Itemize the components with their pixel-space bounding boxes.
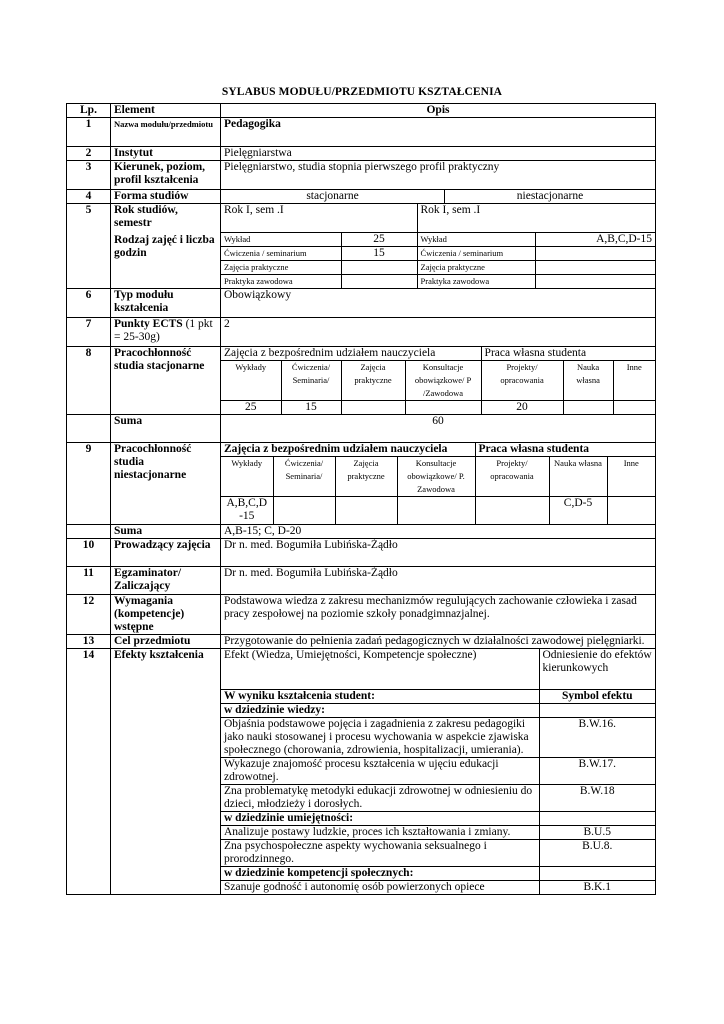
- class-name: Praktyka zawodowa: [221, 274, 341, 288]
- workload-value: 15: [281, 400, 341, 414]
- sum-label: Suma: [111, 414, 221, 442]
- row-number: 1: [67, 118, 111, 147]
- workload-col: Nauka własna: [549, 456, 607, 496]
- row-number: 13: [67, 635, 111, 649]
- row-number: 6: [67, 288, 111, 317]
- self-study-header: Praca własna studenta: [475, 443, 655, 457]
- class-name: Praktyka zawodowa: [417, 274, 535, 288]
- direct-hours-header: Zajęcia z bezpośrednim udziałem nauczyciela: [221, 443, 475, 457]
- row-5: [67, 204, 656, 289]
- row-6: [67, 288, 656, 317]
- row-label: Nazwa modułu/przedmiotu: [111, 118, 221, 147]
- row-number: 10: [67, 539, 111, 567]
- classes-block: [221, 204, 656, 289]
- section-competences: w dziedzinie kompetencji społecznych:: [221, 867, 539, 881]
- workload-col: Projekty/ opracowania: [481, 360, 563, 400]
- subject-name: Pedagogika: [221, 118, 656, 147]
- row-label: Prowadzący zajęcia: [111, 539, 221, 567]
- empty-cell: [67, 525, 111, 539]
- class-hours: 15: [341, 246, 417, 260]
- outcome-text: Wykazuje znajomość procesu kształcenia w ujęciu edukacji zdrowotnej.: [221, 758, 539, 785]
- sum-label: Suma: [111, 525, 221, 539]
- workload-value: [563, 400, 613, 414]
- year-full-time: Rok I, sem .I: [221, 204, 417, 232]
- row-label: Efekty kształcenia: [111, 649, 221, 895]
- workload-col: Inne: [607, 456, 655, 496]
- class-name: Ćwiczenia / seminarium: [221, 246, 341, 260]
- row-label: Forma studiów: [111, 190, 221, 204]
- workload-value: [607, 496, 655, 524]
- form-full-time: stacjonarne: [221, 190, 445, 203]
- workload-value: [397, 496, 475, 524]
- row-number: 7: [67, 317, 111, 346]
- workload-value: C,D-5: [549, 496, 607, 524]
- row-14: [67, 649, 656, 895]
- requirements-value: Podstawowa wiedza z zakresu mechanizmów regulujących zachowanie człowieka i zasad pracy zespołowej na poziomie szkoły ponadgimnazjalnej.: [221, 595, 656, 635]
- workload-part-time: [221, 442, 656, 525]
- field-value: Pielęgniarstwo, studia stopnia pierwszego profil praktyczny: [221, 161, 656, 190]
- sum-value: A,B-15; C, D-20: [221, 525, 656, 539]
- workload-col: Ćwiczenia/ Seminaria/: [273, 456, 335, 496]
- workload-value: [273, 496, 335, 524]
- workload-col: Projekty/ opracowania: [475, 456, 549, 496]
- document-title: SYLABUS MODUŁU/PRZEDMIOTU KSZTAŁCENIA: [221, 86, 503, 98]
- examiner-value: Dr n. med. Bogumiła Lubińska-Żądło: [221, 567, 656, 595]
- class-hours: [341, 274, 417, 288]
- row-label: Pracochłonność studia stacjonarne: [111, 346, 221, 414]
- row-number: 12: [67, 595, 111, 635]
- row-number: 9: [67, 442, 111, 525]
- workload-full-time: [221, 346, 656, 414]
- workload-value: [475, 496, 549, 524]
- row-10: [67, 539, 656, 567]
- workload-value: A,B,C,D -15: [221, 496, 273, 524]
- outcome-symbol: B.U.8.: [539, 840, 655, 867]
- outcome-text: Szanuje godność i autonomię osób powierzonych opiece: [221, 881, 539, 895]
- empty-cell: [67, 414, 111, 442]
- row-7: [67, 317, 656, 346]
- outcome-text: Zna problematykę metodyki edukacji zdrowotnej w odniesieniu do dzieci, młodzieży i dorosłych.: [221, 785, 539, 812]
- row-label: Cel przedmiotu: [111, 635, 221, 649]
- row-8: [67, 346, 656, 414]
- workload-value: [405, 400, 481, 414]
- workload-col: Nauka własna: [563, 360, 613, 400]
- row-label: Typ modułu kształcenia: [111, 288, 221, 317]
- institute-value: Pielęgniarstwa: [221, 147, 656, 161]
- row-9-sum: [67, 525, 656, 539]
- workload-value: [613, 400, 655, 414]
- header-opis: Opis: [221, 104, 656, 118]
- row-label: Instytut: [111, 147, 221, 161]
- workload-col: Wykłady: [221, 456, 273, 496]
- goal-value: Przygotowanie do pełnienia zadań pedagogicznych w działalności zawodowej pielęgniarki.: [221, 635, 656, 649]
- row-label-classes: Rodzaj zajęć i liczba godzin: [114, 234, 215, 259]
- empty-cell: [539, 812, 655, 826]
- class-name: Wykład: [221, 232, 341, 246]
- section-skills: w dziedzinie umiejętności:: [221, 812, 539, 826]
- learning-outcomes: [221, 649, 656, 895]
- row-9: [67, 442, 656, 525]
- header-element: Element: [111, 104, 221, 118]
- class-name: Ćwiczenia / seminarium: [417, 246, 535, 260]
- row-label-5: [111, 204, 221, 289]
- row-1: [67, 118, 656, 147]
- empty-cell: [539, 704, 655, 718]
- ects-value: 2: [221, 317, 656, 346]
- row-label: Egzaminator/ Zaliczający: [111, 567, 221, 595]
- class-hours: [535, 246, 655, 260]
- workload-value: [335, 496, 397, 524]
- class-name: Wykład: [417, 232, 535, 246]
- row-label: Pracochłonność studia niestacjonarne: [111, 442, 221, 525]
- workload-col: Zajęcia praktyczne: [341, 360, 405, 400]
- outcome-symbol: B.U.5: [539, 826, 655, 840]
- row-12: [67, 595, 656, 635]
- workload-col: Zajęcia praktyczne: [335, 456, 397, 496]
- syllabus-table: [66, 103, 656, 895]
- header-lp: Lp.: [67, 104, 111, 118]
- row-number: 2: [67, 147, 111, 161]
- class-hours: A,B,C,D-15: [535, 232, 655, 246]
- workload-col: Inne: [613, 360, 655, 400]
- outcomes-header: Efekt (Wiedza, Umiejętności, Kompetencje społeczne): [221, 649, 539, 690]
- class-name: Zajęcia praktyczne: [221, 260, 341, 274]
- sum-value: 60: [221, 414, 656, 442]
- symbol-header: Symbol efektu: [539, 690, 655, 704]
- outcome-text: Analizuje postawy ludzkie, proces ich kształtowania i zmiany.: [221, 826, 539, 840]
- outcome-symbol: B.K.1: [539, 881, 655, 895]
- class-hours: 25: [341, 232, 417, 246]
- row-label: Kierunek, poziom, profil kształcenia: [111, 161, 221, 190]
- row-number: 8: [67, 346, 111, 414]
- row-13: [67, 635, 656, 649]
- workload-col: Konsultacje obowiązkowe/ P /Zawodowa: [405, 360, 481, 400]
- row-8-sum: [67, 414, 656, 442]
- row-label-ects: [111, 317, 221, 346]
- self-study-header: Praca własna studenta: [481, 347, 655, 361]
- outcomes-subheader: W wyniku kształcenia student:: [221, 690, 539, 704]
- study-forms: [221, 190, 656, 204]
- module-type: Obowiązkowy: [221, 288, 656, 317]
- outcome-symbol: B.W.16.: [539, 718, 655, 758]
- workload-value: 20: [481, 400, 563, 414]
- row-number: 4: [67, 190, 111, 204]
- section-knowledge: w dziedzinie wiedzy:: [221, 704, 539, 718]
- ects-note: (1 pkt = 25-30g): [114, 317, 213, 343]
- form-part-time: niestacjonarne: [445, 190, 656, 203]
- class-hours: [535, 274, 655, 288]
- class-hours: [341, 260, 417, 274]
- lecturer-value: Dr n. med. Bogumiła Lubińska-Żądło: [221, 539, 656, 567]
- row-4: [67, 190, 656, 204]
- row-number: 5: [67, 204, 111, 289]
- row-number: 14: [67, 649, 111, 895]
- direct-hours-header: Zajęcia z bezpośrednim udziałem nauczyciela: [221, 347, 481, 361]
- row-11: [67, 567, 656, 595]
- header-row: [67, 104, 656, 118]
- outcome-text: Zna psychospołeczne aspekty wychowania seksualnego i prorodzinnego.: [221, 840, 539, 867]
- class-hours: [535, 260, 655, 274]
- ects-label: Punkty ECTS: [114, 317, 183, 330]
- empty-cell: [539, 867, 655, 881]
- outcome-symbol: B.W.17.: [539, 758, 655, 785]
- row-3: [67, 161, 656, 190]
- row-label: Wymagania (kompetencje) wstępne: [111, 595, 221, 635]
- row-2: [67, 147, 656, 161]
- outcome-text: Objaśnia podstawowe pojęcia i zagadnienia z zakresu pedagogiki jako nauki stosowanej i procesu wychowania w aspekcie zjawiska społecznego (chorowania, zdrowienia, hospitalizacji, umierania).: [221, 718, 539, 758]
- year-part-time: Rok I, sem .I: [417, 204, 655, 232]
- workload-col: Wykłady: [221, 360, 281, 400]
- row-number: 11: [67, 567, 111, 595]
- workload-value: 25: [221, 400, 281, 414]
- workload-col: Konsultacje obowiązkowe/ P. Zawodowa: [397, 456, 475, 496]
- class-name: Zajęcia praktyczne: [417, 260, 535, 274]
- row-number: 3: [67, 161, 111, 190]
- reference-header: Odniesienie do efektów kierunkowych: [539, 649, 655, 690]
- workload-col: Ćwiczenia/ Seminaria/: [281, 360, 341, 400]
- row-label: Rok studiów, semestr: [114, 204, 178, 229]
- outcome-symbol: B.W.18: [539, 785, 655, 812]
- workload-value: [341, 400, 405, 414]
